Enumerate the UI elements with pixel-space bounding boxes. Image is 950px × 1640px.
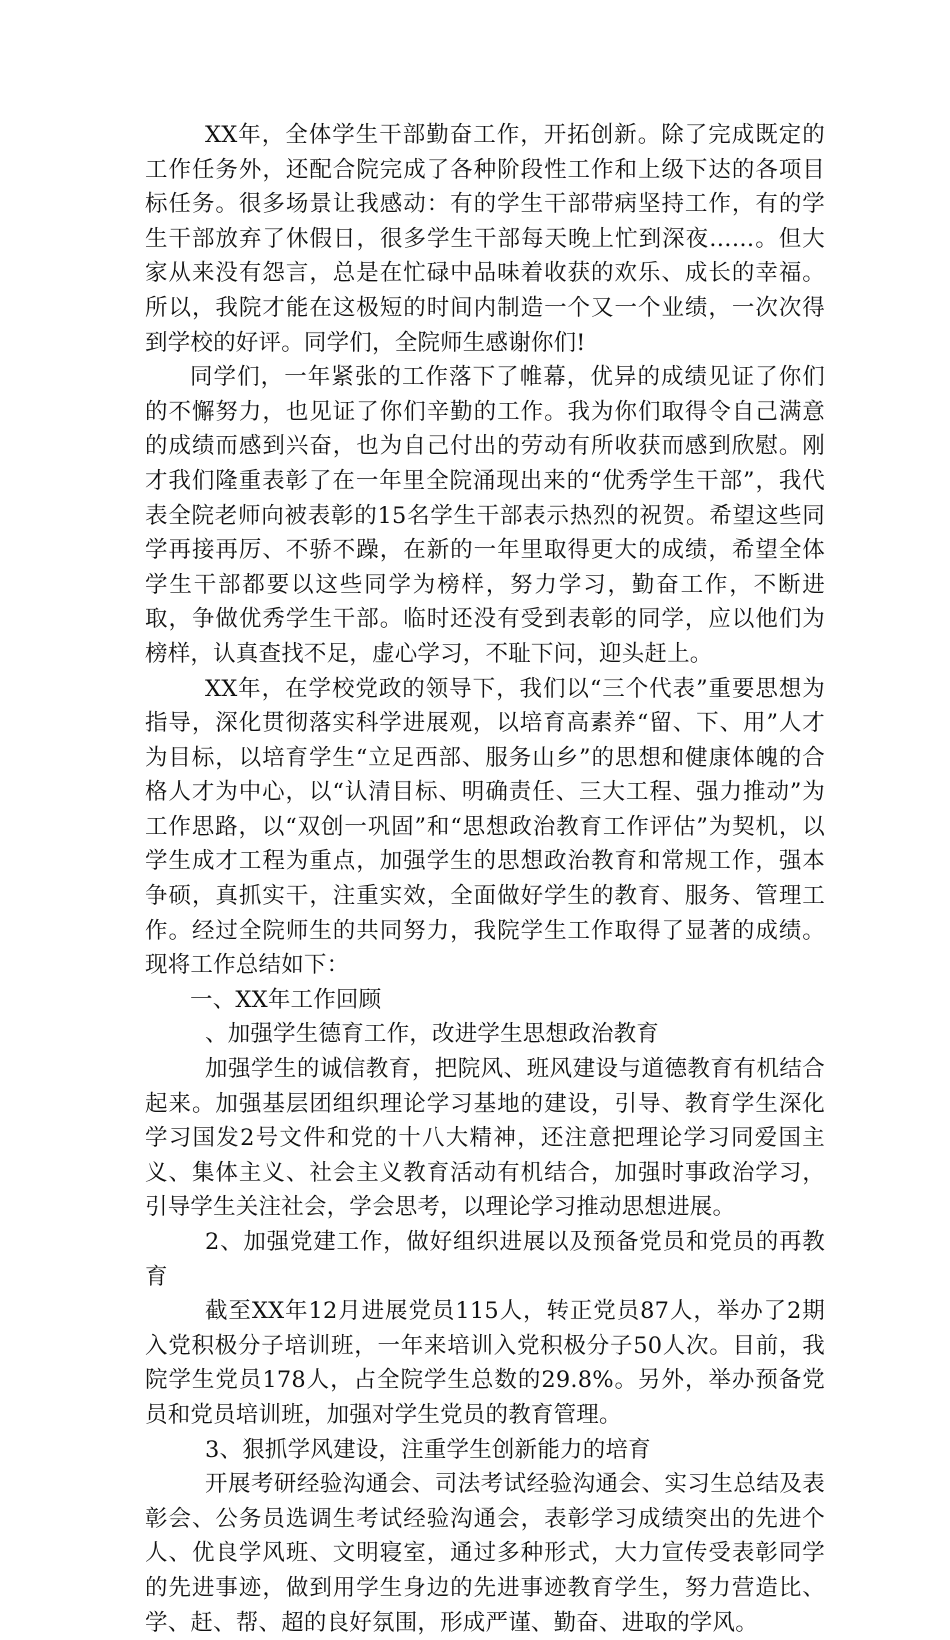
paragraph-work-overview: XX年，在学校党政的领导下，我们以“三个代表”重要思想为指导，深化贯彻落实科学进展观，以培育高素养“留、下、用”人才为目标，以培育学生“立足西部、服务山乡”的思想和健康体魄的合格人才为中心，以“认清目标、明确责任、三大工程、强力推动”为工作思路，以“双创一巩固”和“思想政治教育工作评估”为契机，以学生成才工程为重点，加强学生的思想政治教育和常规工作，强本争硕，真抓实干，注重实效，全面做好学生的教育、服务、管理工作。经过全院师生的共同努力，我院学生工作取得了显著的成绩。现将工作总结如下： (145, 675, 825, 979)
document-body (145, 118, 825, 1640)
section-heading-review: 一、XX年工作回顾 (190, 986, 382, 1013)
paragraph-study-style: 开展考研经验沟通会、司法考试经验沟通会、实习生总结及表彰会、公务员选调生考试经验沟通会，表彰学习成绩突出的先进个人、优良学风班、文明寝室，通过多种形式，大力宣传受表彰同学的先进事迹，做到用学生身边的先进事迹教育学生，努力营造比、学、赶、帮、超的良好氛围，形成严谨、勤奋、进取的学风。 (145, 1471, 825, 1636)
paragraph-commendation: 同学们，一年紧张的工作落下了帷幕，优异的成绩见证了你们的不懈努力，也见证了你们辛勤的工作。我为你们取得令自己满意的成绩而感到兴奋，也为自己付出的劳动有所收获而感到欣慰。刚才我们隆重表彰了在一年里全院涌现出来的“优秀学生干部”，我代表全院老师向被表彰的15名学生干部表示热烈的祝贺。希望这些同学再接再厉、不骄不躁，在新的一年里取得更大的成绩，希望全体学生干部都要以这些同学为榜样，努力学习，勤奋工作，不断进取，争做优秀学生干部。临时还没有受到表彰的同学，应以他们为榜样，认真查找不足，虚心学习，不耻下问，迎头赶上。 (145, 364, 825, 667)
paragraph-party-building: 截至XX年12月进展党员115人，转正党员87人，举办了2期入党积极分子培训班，一年来培训入党积极分子50人次。目前，我院学生党员178人，占全院学生总数的29.8%。另外，举办预备党员和党员培训班，加强对学生党员的教育管理。 (145, 1298, 825, 1428)
subheading-moral-education: 、加强学生德育工作，改进学生思想政治教育 (205, 1021, 660, 1048)
paragraph-intro-achievements: XX年，全体学生干部勤奋工作，开拓创新。除了完成既定的工作任务外，还配合院完成了各种阶段性工作和上级下达的各项目标任务。很多场景让我感动：有的学生干部带病坚持工作，有的学生干部放弃了休假日，很多学生干部每天晚上忙到深夜……。但大家从来没有怨言，总是在忙碌中品味着收获的欢乐、成长的幸福。所以，我院才能在这极短的时间内制造一个又一个业绩，一次次得到学校的好评。同学们，全院师生感谢你们! (145, 122, 825, 356)
subheading-study-style: 3、狠抓学风建设，注重学生创新能力的培育 (205, 1436, 651, 1463)
paragraph-moral-education: 加强学生的诚信教育，把院风、班风建设与道德教育有机结合起来。加强基层团组织理论学习基地的建设，引导、教育学生深化学习国发2号文件和党的十八大精神，还注意把理论学习同爱国主义、集体主义、社会主义教育活动有机结合，加强时事政治学习，引导学生关注社会，学会思考，以理论学习推动思想进展。 (145, 1056, 825, 1221)
subheading-party-building: 2、加强党建工作，做好组织进展以及预备党员和党员的再教育 (145, 1229, 825, 1290)
